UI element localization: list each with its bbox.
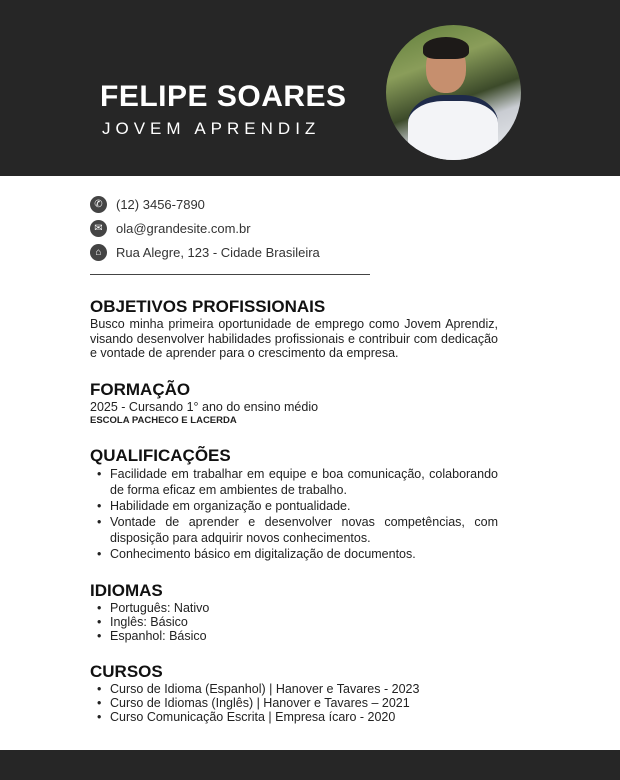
- address-text: Rua Alegre, 123 - Cidade Brasileira: [116, 244, 320, 260]
- section-title: IDIOMAS: [90, 581, 163, 600]
- list-item: • Curso de Idioma (Espanhol) | Hanover e Tavares - 2023: [90, 682, 498, 696]
- home-icon: ⌂: [90, 244, 107, 261]
- profile-photo: [386, 25, 521, 160]
- section-idiomas: [90, 580, 498, 643]
- list-item: • Vontade de aprender e desenvolver novas competências, com disposição para adquirir novos conhecimentos.: [90, 514, 498, 546]
- email-text: ola@grandesite.com.br: [116, 220, 251, 236]
- list-item: • Habilidade em organização e pontualidade.: [90, 498, 498, 514]
- list-item: • Espanhol: Básico: [90, 629, 498, 643]
- header-banner: [0, 0, 620, 176]
- contact-info: [90, 192, 320, 264]
- section-formacao: [90, 379, 498, 428]
- list-item: • Português: Nativo: [90, 601, 498, 615]
- section-title: QUALIFICAÇÕES: [90, 446, 231, 465]
- list-item: • Inglês: Básico: [90, 615, 498, 629]
- resume-body: [90, 296, 498, 742]
- footer-bar: [0, 750, 620, 780]
- objetivos-text: Busco minha primeira oportunidade de emprego como Jovem Aprendiz, visando desenvolver habilidades profissionais e contribuir com dedicação e vontade de aprender para o crescimento da empresa.: [90, 317, 498, 360]
- contact-phone: [90, 192, 320, 216]
- email-icon: ✉: [90, 220, 107, 237]
- section-qualificacoes: [90, 445, 498, 562]
- section-objetivos: [90, 296, 498, 361]
- phone-text: (12) 3456-7890: [116, 196, 205, 212]
- divider: [90, 274, 370, 275]
- school-name: ESCOLA PACHECO E LACERDA: [90, 415, 237, 426]
- contact-address: [90, 240, 320, 264]
- section-title: CURSOS: [90, 662, 163, 681]
- candidate-name: FELIPE SOARES: [100, 80, 347, 113]
- section-cursos: [90, 661, 498, 724]
- contact-email: [90, 216, 320, 240]
- list-item: • Curso Comunicação Escrita | Empresa ícaro - 2020: [90, 710, 498, 724]
- candidate-role: JOVEM APRENDIZ: [102, 119, 321, 138]
- list-item: • Conhecimento básico em digitalização de documentos.: [90, 546, 498, 562]
- formacao-line: 2025 - Cursando 1° ano do ensino médio: [90, 399, 319, 414]
- phone-icon: ✆: [90, 196, 107, 213]
- list-item: • Facilidade em trabalhar em equipe e boa comunicação, colaborando de forma eficaz em ambientes de trabalho.: [90, 466, 498, 498]
- section-title: FORMAÇÃO: [90, 379, 191, 399]
- section-title: OBJETIVOS PROFISSIONAIS: [90, 297, 326, 316]
- list-item: • Curso de Idiomas (Inglês) | Hanover e Tavares – 2021: [90, 696, 498, 710]
